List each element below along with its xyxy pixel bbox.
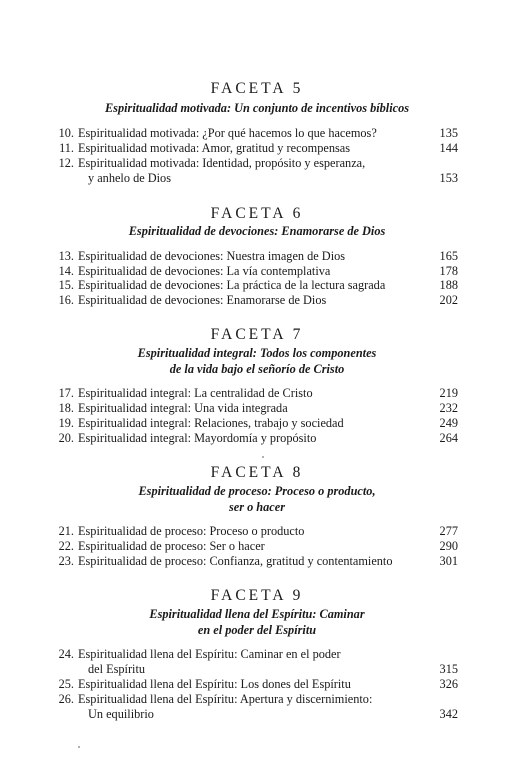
print-speck (78, 746, 80, 748)
entry-number: 26. (58, 692, 74, 706)
entry-title-continued: Un equilibrio (88, 707, 154, 721)
entry-title: Espiritualidad de devociones: Nuestra imagen de Dios (78, 249, 346, 263)
entry-page: 202 (439, 293, 458, 307)
entry-page: 315 (439, 662, 458, 676)
entry-page: 153 (439, 171, 458, 185)
entry-number: 24. (58, 647, 74, 661)
entry-number: 25. (58, 677, 74, 691)
entry-page: 290 (439, 539, 458, 553)
entry-title: Espiritualidad de devociones: La vía contemplativa (78, 264, 331, 278)
facet-heading: FACETA 7 (210, 326, 304, 343)
entry-number: 18. (58, 401, 74, 415)
entry-title: Espiritualidad motivada: Amor, gratitud y recompensas (78, 141, 351, 155)
entry-title-continued: del Espíritu (88, 662, 146, 676)
entry-page: 277 (439, 524, 458, 538)
entry-number: 22. (58, 539, 74, 553)
entry-title: Espiritualidad motivada: Identidad, propósito y esperanza, (78, 156, 366, 170)
entry-title: Espiritualidad integral: Mayordomía y propósito (78, 431, 317, 445)
entry-page: 219 (439, 386, 458, 400)
entry-page: 144 (439, 141, 458, 155)
entry-page: 249 (439, 416, 458, 430)
entry-number: 11. (59, 141, 74, 155)
facet-heading: FACETA 5 (210, 80, 304, 97)
facet-subtitle-line2: en el poder del Espíritu (197, 623, 317, 637)
entry-title: Espiritualidad de devociones: La práctica de la lectura sagrada (78, 278, 386, 292)
entry-page: 264 (439, 431, 458, 445)
facet-subtitle: Espiritualidad de devociones: Enamorarse de Dios (128, 224, 386, 238)
entry-page: 178 (439, 264, 458, 278)
entry-number: 10. (58, 126, 74, 140)
entry-title: Espiritualidad de devociones: Enamorarse de Dios (78, 293, 327, 307)
entry-title: Espiritualidad llena del Espíritu: Los dones del Espíritu (78, 677, 351, 691)
facet-subtitle: Espiritualidad llena del Espíritu: Caminar (149, 607, 365, 621)
entry-title: Espiritualidad integral: Relaciones, trabajo y sociedad (78, 416, 344, 430)
entry-title: Espiritualidad motivada: ¿Por qué hacemos lo que hacemos? (78, 126, 377, 140)
entry-number: 23. (58, 554, 74, 568)
entry-title: Espiritualidad de proceso: Ser o hacer (78, 539, 265, 553)
facet-heading: FACETA 8 (210, 464, 304, 481)
entry-title: Espiritualidad de proceso: Proceso o producto (78, 524, 305, 538)
facet-subtitle: Espiritualidad integral: Todos los componentes (137, 346, 377, 360)
entry-page: 232 (439, 401, 458, 415)
entry-title: Espiritualidad integral: Una vida integrada (78, 401, 288, 415)
facet-heading: FACETA 9 (210, 587, 304, 604)
entry-page: 165 (439, 249, 458, 263)
entry-number: 20. (58, 431, 74, 445)
print-speck (262, 456, 264, 458)
entry-number: 16. (58, 293, 74, 307)
facet-subtitle: Espiritualidad motivada: Un conjunto de incentivos bíblicos (104, 101, 410, 115)
entry-number: 13. (58, 249, 74, 263)
facet-subtitle-line2: ser o hacer (228, 500, 285, 514)
entry-number: 15. (58, 278, 74, 292)
entry-title: Espiritualidad integral: La centralidad de Cristo (78, 386, 313, 400)
entry-page: 188 (439, 278, 458, 292)
entry-number: 19. (58, 416, 74, 430)
entry-title: Espiritualidad de proceso: Confianza, gratitud y contentamiento (78, 554, 393, 568)
facet-subtitle-line2: de la vida bajo el señorío de Cristo (169, 362, 345, 376)
entry-page: 342 (439, 707, 458, 721)
entry-page: 135 (439, 126, 458, 140)
entry-number: 14. (58, 264, 74, 278)
facet-subtitle: Espiritualidad de proceso: Proceso o producto, (138, 484, 376, 498)
entry-number: 12. (58, 156, 74, 170)
entry-number: 17. (58, 386, 74, 400)
facet-heading: FACETA 6 (210, 205, 304, 222)
entry-page: 301 (439, 554, 458, 568)
entry-title: Espiritualidad llena del Espíritu: Apertura y discernimiento: (78, 692, 373, 706)
entry-page: 326 (439, 677, 458, 691)
entry-title-continued: y anhelo de Dios (88, 171, 171, 185)
entry-title: Espiritualidad llena del Espíritu: Caminar en el poder (78, 647, 341, 661)
entry-number: 21. (58, 524, 74, 538)
